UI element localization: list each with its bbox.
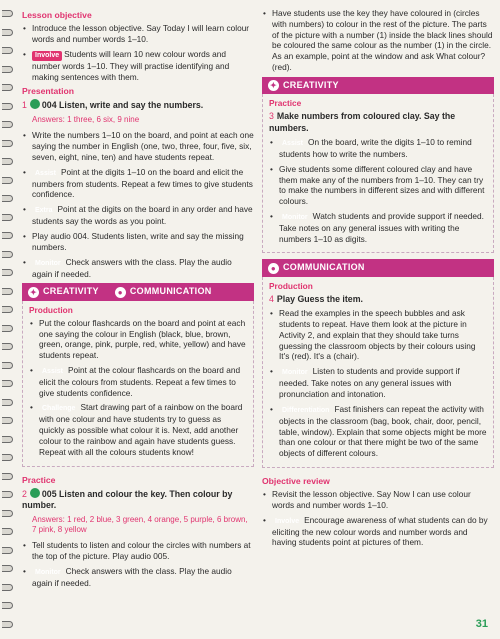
creativity-icon: ✦: [269, 81, 277, 91]
list-item: [22, 130, 254, 162]
band-label-creativity: CREATIVITY: [43, 286, 99, 297]
differentiation-tag: Differentiation: [282, 406, 330, 414]
assist-tag: Assist: [42, 367, 64, 375]
involve-tag: Involve: [275, 517, 300, 525]
list-item: [22, 167, 254, 201]
page: [18, 0, 500, 639]
production-list: [29, 318, 247, 458]
list-item: [269, 366, 487, 400]
list-item: [262, 489, 494, 511]
band-label: COMMUNICATION: [283, 262, 365, 273]
list-item-text: Give students some different coloured clay and have them make any of the numbers from 1–10. They can try to make the numbers in different sizes and with different colours.: [279, 163, 485, 207]
right-column: [262, 8, 494, 552]
practice-heading: Practice: [22, 474, 56, 485]
task-2-title: [22, 488, 254, 512]
spiral-ring: [2, 47, 13, 54]
presentation-list: [22, 130, 254, 279]
spiral-ring: [2, 417, 13, 424]
communication-icon: ●: [115, 287, 126, 298]
list-item-text: Point at the digits 1–10 on the board and elicit the numbers from students. Repeat a few times to give students confidence.: [32, 166, 253, 200]
task-4-number: 4: [269, 293, 274, 304]
spiral-ring: [2, 584, 13, 591]
task-2-answers: Answers: 1 red, 2 blue, 3 green, 4 orange, 5 purple, 6 brown, 7 pink, 8 yellow: [32, 514, 248, 534]
list-item: [22, 204, 254, 227]
practice-list-right: [269, 137, 487, 244]
list-item: [29, 365, 247, 399]
objective-review-heading: Objective review: [262, 475, 330, 486]
involve-tag: Involve: [32, 51, 62, 61]
spiral-ring: [2, 29, 13, 36]
list-item: [22, 257, 254, 280]
list-item-text: Point at the digits on the board in any order and have students say the words as you point.: [32, 204, 253, 227]
list-item-text: Write the numbers 1–10 on the board, and point at each one saying the number in English (one, two, three, four, five, six, seven, eight, nine, ten) and have students repeat.: [32, 130, 254, 162]
lesson-objective-heading: Lesson objective: [22, 10, 92, 20]
assist-tag: Assist: [282, 140, 304, 147]
band-label-communication: COMMUNICATION: [129, 286, 212, 297]
list-item: [22, 566, 254, 589]
spiral-ring: [2, 436, 13, 443]
task-1-answers: Answers: 1 three, 6 six, 9 nine: [32, 114, 140, 124]
presentation-heading: Presentation: [22, 86, 75, 97]
list-item: [269, 137, 487, 160]
list-item-text: Start drawing part of a rainbow on the board with one colour and have students try to guess as quickly as possible what colour it is. Next, add another colour to the rainbow and again have students guess. Repeat with all the colours students know!: [39, 402, 243, 457]
spiral-ring: [2, 454, 13, 461]
list-item: [269, 404, 487, 459]
lesson-objective-bullet: • Introduce the lesson objective. Say Today I will learn colour words and number words 1–10.: [22, 23, 254, 45]
communication-icon: ●: [268, 263, 279, 274]
involve-text: Students will learn 10 new colour words and number words 1–10. They will practise identifying and making sentences with them.: [32, 48, 230, 82]
spiral-ring: [2, 528, 13, 535]
spiral-ring: [2, 343, 13, 350]
audio-icon: [30, 488, 40, 498]
spiral-ring: [2, 510, 13, 517]
list-item: [22, 540, 254, 562]
spiral-ring: [2, 177, 13, 184]
creativity-communication-band: [22, 283, 254, 301]
list-item: [29, 402, 247, 457]
task-3-title: [269, 111, 487, 134]
challenge-tag: Challenge: [42, 405, 76, 413]
task-2-audio: 005: [41, 488, 57, 499]
task-1-title: [22, 99, 254, 111]
list-item-text: Point at the colour flashcards on the board and elicit the colours from students. Repeat a few times to give students confidence.: [39, 364, 241, 398]
spiral-ring: [2, 306, 13, 313]
audio-icon: [30, 99, 40, 109]
task-2-number: 2: [22, 488, 27, 499]
involve-bullet: [22, 49, 254, 83]
production-heading-right: Production: [269, 281, 313, 292]
list-item-text: Revisit the lesson objective. Say Now I can use colour words and number words 1–10.: [272, 489, 471, 510]
spiral-ring: [2, 547, 13, 554]
spiral-ring: [2, 232, 13, 239]
left-column: [22, 8, 254, 593]
spiral-ring: [2, 84, 13, 91]
band-label: CREATIVITY: [283, 79, 339, 90]
spiral-ring: [2, 158, 13, 165]
list-item: [269, 308, 487, 362]
list-item-text: Put the colour flashcards on the board and point at each one saying the colour in English (black, blue, brown, green, orange, pink, purple, red, white, yellow) and have students repeat.: [39, 317, 246, 361]
practice-list: [22, 540, 254, 588]
task-1-audio: 004: [41, 100, 57, 111]
spiral-ring: [2, 269, 13, 276]
top-bullet: • Have students use the key they have coloured in (circles with numbers) to colour in the rest of the picture. The parts of the picture with a number (1) inside the black lines should be coloured the same colour as the number (1) in the circle. As an example, point at the window and ask What colour? (red).: [262, 8, 494, 73]
communication-band: [262, 259, 494, 277]
spiral-ring: [2, 621, 13, 628]
task-4-text: Play Guess the item.: [276, 293, 363, 304]
spiral-ring: [2, 195, 13, 202]
list-item-text: Check answers with the class. Play the audio again if needed.: [32, 565, 232, 588]
spiral-ring: [2, 251, 13, 258]
list-item-text: Fast finishers can repeat the activity with objects in the classroom (bag, book, chair, door, pencil, table, window). Explain that some objects might be more than one colour or that there might be two of the same objects of different colours.: [279, 403, 487, 459]
list-item-text: Watch students and provide support if needed. Take notes on any general issues with writing the numbers 1–10 as digits.: [279, 210, 484, 244]
creativity-band: [262, 77, 494, 95]
list-item: [262, 515, 494, 549]
spiral-ring: [2, 565, 13, 572]
monitor-tag: Monitor: [35, 568, 61, 576]
production-heading: Production: [29, 305, 73, 315]
spiral-ring: [2, 214, 13, 221]
assist-tag: Assist: [35, 169, 57, 177]
list-item-text: Play audio 004. Students listen, write and say the missing numbers.: [32, 230, 244, 252]
spiral-ring: [2, 380, 13, 387]
task-3-number: 3: [269, 111, 274, 122]
list-item-text: On the board, write the digits 1–10 to remind students how to write the numbers.: [279, 137, 472, 159]
monitor-tag: Monitor: [282, 213, 308, 221]
spiral-ring: [2, 473, 13, 480]
spiral-ring: [2, 491, 13, 498]
spiral-ring: [2, 140, 13, 147]
creativity-icon: ✦: [29, 287, 37, 297]
extra-tag: Extra: [35, 207, 53, 215]
task-3-text: Make numbers from coloured clay. Say the numbers.: [269, 111, 456, 133]
monitor-tag: Monitor: [282, 369, 308, 377]
practice-box: [262, 94, 494, 253]
list-item-text: Check answers with the class. Play the audio again if needed.: [32, 256, 232, 279]
spiral-ring: [2, 602, 13, 609]
list-item-text: Listen to students and provide support if needed. Take notes on any general issues with pronunciation and intonation.: [279, 366, 460, 400]
spiral-ring: [2, 103, 13, 110]
list-item: [269, 164, 487, 207]
spiral-ring: [2, 121, 13, 128]
spiral-ring: [2, 399, 13, 406]
task-4-title: [269, 294, 487, 305]
spiral-ring: [2, 325, 13, 332]
spiral-binding: [0, 0, 14, 639]
list-item: [22, 231, 254, 253]
list-item-text: Encourage awareness of what students can do by eliciting the new colour words and number words and having students point at pictures of them.: [272, 514, 488, 548]
spiral-ring: [2, 288, 13, 295]
list-item: [269, 211, 487, 245]
list-item-text: Tell students to listen and colour the circles with numbers at the top of the picture. Play audio 005.: [32, 540, 251, 562]
production-box: [22, 301, 254, 467]
review-list: [262, 489, 494, 548]
list-item: [29, 318, 247, 361]
task-1-number: 1: [22, 100, 27, 111]
practice-heading-right: Practice: [269, 98, 302, 109]
list-item-text: Read the examples in the speech bubbles and ask students to repeat. Have them look at the picture in Activity 2, and explain that they should take turns guessing the classroom objects by their colours using It's (red). It's a (chair).: [279, 308, 476, 362]
monitor-tag: Monitor: [35, 259, 61, 267]
page-number: 31: [475, 617, 488, 630]
spiral-ring: [2, 66, 13, 73]
task-1-text: Listen, write and say the numbers.: [59, 100, 204, 111]
spiral-ring: [2, 10, 13, 17]
production-list-right: [269, 308, 487, 459]
production-box-right: [262, 277, 494, 468]
spiral-ring: [2, 362, 13, 369]
task-2-text: Listen and colour the key. Then colour by number.: [22, 488, 233, 511]
